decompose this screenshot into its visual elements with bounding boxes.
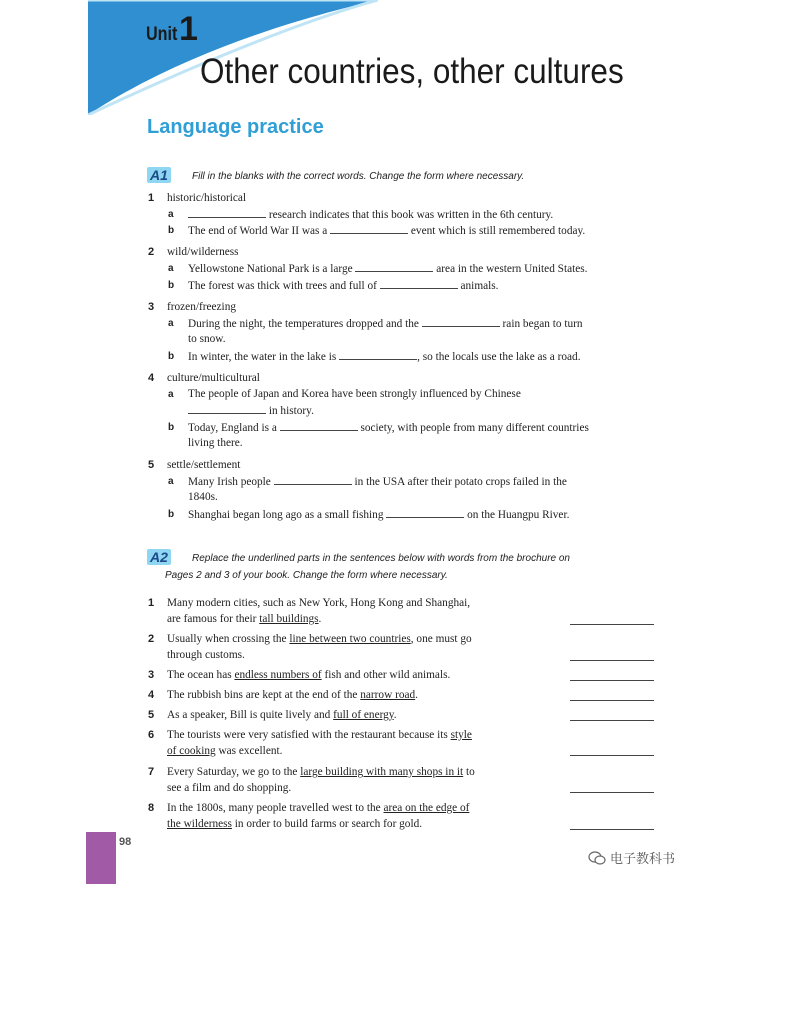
a2-sentence: In the 1800s, many people travelled west to the area on the edge of [167,802,470,814]
page-title: Other countries, other cultures [200,52,624,91]
a1-sub-letter: a [168,476,174,487]
answer-blank[interactable] [380,278,458,289]
watermark-text: 电子教科书 [610,852,676,867]
a1-sentence: Today, England is a society, with people from many different countries [188,422,589,434]
a1-badge: A1 [147,167,171,183]
answer-line[interactable] [570,719,654,721]
answer-blank[interactable] [386,507,464,518]
page-number: 98 [119,836,132,848]
a2-sentence-cont: through customs. [167,649,245,661]
answer-line[interactable] [570,623,654,625]
a2-sentence-cont: the wilderness in order to build farms or search for gold. [167,818,423,830]
a1-sentence-cont: living there. [188,437,243,449]
a1-item-number: 5 [148,459,155,471]
a1-sentence-cont: in history. [188,403,314,418]
wechat-icon [588,851,606,869]
answer-line[interactable] [570,828,654,830]
answer-line[interactable] [570,659,654,661]
a2-sentence: The rubbish bins are kept at the end of the narrow road. [167,689,418,701]
answer-line[interactable] [570,679,654,681]
page-color-tab [86,832,116,884]
a1-item-number: 1 [148,192,155,204]
answer-line[interactable] [570,699,654,701]
a1-sub-letter: b [168,225,175,236]
a2-badge: A2 [147,549,171,565]
a2-sentence: Many modern cities, such as New York, Hong Kong and Shanghai, [167,597,471,609]
section-title: Language practice [147,116,324,138]
a1-sentence: In winter, the water in the lake is , so the locals use the lake as a road. [188,351,581,363]
a1-sub-letter: a [168,318,174,329]
a2-sentence-cont: of cooking was excellent. [167,745,283,757]
a1-sub-letter: a [168,263,174,274]
answer-line[interactable] [570,754,654,756]
a1-sentence: The end of World War II was a event which is still remembered today. [188,225,586,237]
answer-blank[interactable] [280,420,358,431]
a1-item-word: culture/multicultural [167,372,260,384]
a2-sentence-cont: are famous for their tall buildings. [167,613,322,625]
a1-sub-letter: a [168,389,174,400]
a1-sub-letter: b [168,280,175,291]
a2-item-number: 4 [148,689,155,701]
answer-blank[interactable] [330,223,408,234]
a1-item-number: 4 [148,372,155,384]
a2-instruction-line1: Replace the underlined parts in the sentences below with words from the brochure on [192,553,570,564]
a1-sentence: During the night, the temperatures dropped and the rain began to turn [188,318,583,330]
a1-item-word: wild/wilderness [167,246,239,258]
a1-item-number: 3 [148,301,155,313]
a2-sentence: Every Saturday, we go to the large building with many shops in it to [167,766,475,778]
a1-sentence: The people of Japan and Korea have been strongly influenced by Chinese [188,388,521,400]
answer-blank[interactable] [274,474,352,485]
a2-item-number: 1 [148,597,155,609]
answer-line[interactable] [570,791,654,793]
a2-item-number: 5 [148,709,155,721]
answer-blank[interactable] [422,316,500,327]
answer-blank[interactable] [188,403,266,414]
a2-sentence: The ocean has endless numbers of fish and other wild animals. [167,669,451,681]
a2-item-number: 2 [148,633,155,645]
a2-sentence: As a speaker, Bill is quite lively and full of energy. [167,709,397,721]
watermark [588,848,675,869]
a1-sentence: research indicates that this book was written in the 6th century. [188,207,553,222]
a1-sub-letter: b [168,422,175,433]
a1-item-number: 2 [148,246,155,258]
a2-sentence: The tourists were very satisfied with the restaurant because its style [167,729,472,741]
a1-sub-letter: b [168,509,175,520]
a2-item-number: 8 [148,802,155,814]
a1-sentence: Many Irish people in the USA after their potato crops failed in the [188,476,567,488]
a1-item-word: settle/settlement [167,459,241,471]
a1-item-word: frozen/freezing [167,301,236,313]
answer-blank[interactable] [355,261,433,272]
a1-item-word: historic/historical [167,192,247,204]
answer-blank[interactable] [188,207,266,218]
a1-sub-letter: a [168,209,174,220]
a1-sentence: Shanghai began long ago as a small fishing on the Huangpu River. [188,509,570,521]
a2-instruction-line2: Pages 2 and 3 of your book. Change the form where necessary. [165,570,448,581]
a2-item-number: 3 [148,669,155,681]
a1-sentence: The forest was thick with trees and full of animals. [188,280,499,292]
unit-word: Unit [146,24,178,45]
unit-label [146,10,198,48]
a2-item-number: 7 [148,766,155,778]
a1-instruction: Fill in the blanks with the correct words. Change the form where necessary. [192,171,525,182]
a1-sentence-cont: to snow. [188,333,226,345]
a1-sentence-cont: 1840s. [188,491,218,503]
answer-blank[interactable] [339,349,417,360]
a1-sentence: Yellowstone National Park is a large area in the western United States. [188,263,588,275]
unit-number: 1 [179,10,198,48]
a2-item-number: 6 [148,729,155,741]
a2-sentence: Usually when crossing the line between two countries, one must go [167,633,472,645]
a2-sentence-cont: see a film and do shopping. [167,782,292,794]
a1-sub-letter: b [168,351,175,362]
